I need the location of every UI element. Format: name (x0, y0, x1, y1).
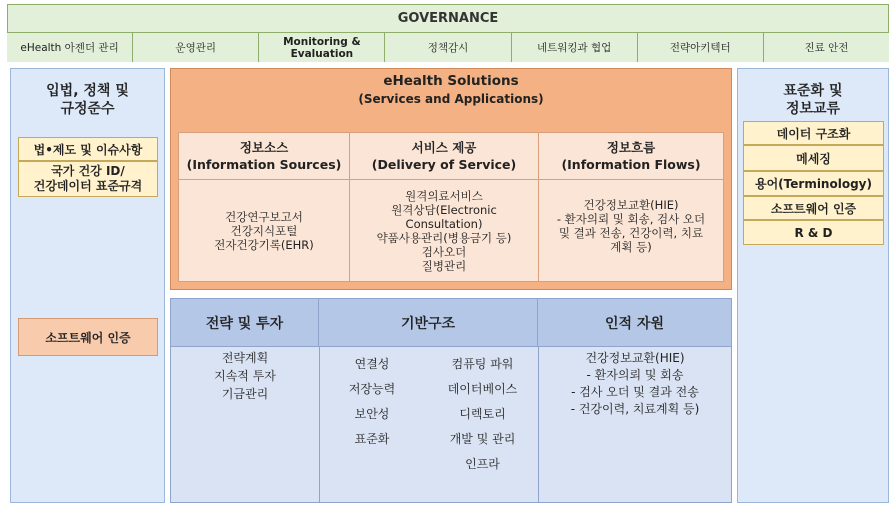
delivery-head-ko: 서비스 제공 (411, 140, 477, 155)
human-line: - 환자의뢰 및 회송 (586, 368, 684, 382)
delivery-of-service-header (350, 133, 538, 180)
governance-item-operations: 운영관리 (133, 32, 259, 62)
messaging-box: 메세징 (743, 145, 884, 171)
flow-line: 및 결과 전송, 건강이력, 치료 (558, 226, 704, 240)
national-health-id-box (18, 161, 158, 197)
governance-title: GOVERNANCE (397, 10, 499, 26)
strategy-investment-header: 전략 및 투자 (171, 299, 319, 347)
flow-line: - 환자의뢰 및 회송, 검사 오더 (556, 212, 706, 226)
foundation-item: 개발 및 관리 (449, 432, 516, 446)
governance-items (7, 32, 889, 62)
flow-line: 계획 등) (610, 240, 652, 254)
info-sources-head-en: (Information Sources) (186, 157, 342, 172)
info-sources-head-ko: 정보소스 (239, 140, 289, 155)
foundation-header: 기반구조 (319, 299, 538, 347)
information-flows-body (539, 180, 723, 282)
delivery-line: 원격상담(Electronic (391, 203, 497, 217)
law-issues-box: 법•제도 및 이슈사항 (18, 137, 158, 161)
standardization-title (737, 80, 889, 120)
foundation-item: 인프라 (465, 457, 500, 471)
governance-item-architect: 전략아키텍터 (638, 32, 764, 62)
strategy-line: 전략계획 (221, 351, 269, 365)
delivery-line: 약품사용관리(병용금기 등) (376, 231, 512, 245)
legislation-title-line1: 입법, 정책 및 (46, 83, 129, 99)
foundation-item: 데이터베이스 (447, 382, 518, 396)
delivery-head-en: (Delivery of Service) (371, 157, 517, 172)
governance-item-agenda: eHealth 아젠더 관리 (7, 32, 133, 62)
governance-item-policy: 정책감시 (385, 32, 511, 62)
foundation-right-body (425, 352, 540, 477)
data-structuring-box: 데이터 구조화 (743, 121, 884, 145)
infra-divider (319, 347, 320, 502)
info-source-line: 전자건강기록(EHR) (214, 238, 314, 252)
rnd-box: R & D (743, 220, 884, 245)
flow-line: 건강정보교환(HIE) (583, 198, 679, 212)
right-software-cert-box: 소프트웨어 인증 (743, 196, 884, 220)
human-resources-header: 인적 자원 (538, 299, 731, 347)
information-flows-header (539, 133, 723, 180)
ehealth-solutions-title (170, 70, 732, 110)
governance-item-safety: 진료 안전 (764, 32, 889, 62)
info-source-line: 건강지식포털 (230, 224, 298, 238)
foundation-left-body (322, 352, 422, 452)
information-sources-column (179, 133, 350, 281)
delivery-line: 검사오더 (421, 245, 467, 259)
governance-item-networking: 네트워킹과 협업 (512, 32, 638, 62)
human-line: - 검사 오더 및 결과 전송 (571, 385, 699, 399)
legislation-title (10, 80, 165, 120)
information-sources-header (179, 133, 349, 180)
delivery-line: 질병관리 (421, 259, 467, 273)
national-health-id-line1: 국가 건강 ID/ (51, 164, 125, 178)
national-health-id-line2: 건강데이터 표준규격 (33, 179, 143, 193)
terminology-box: 용어(Terminology) (743, 171, 884, 196)
foundation-item: 컴퓨팅 파워 (451, 357, 514, 371)
flows-head-ko: 정보흐름 (606, 140, 656, 155)
legislation-title-line2: 규정준수 (60, 101, 115, 117)
foundation-item: 디렉토리 (459, 407, 506, 421)
foundation-item: 저장능력 (348, 382, 396, 396)
solutions-title-line2: (Services and Applications) (358, 92, 544, 106)
strategy-line: 기금관리 (221, 387, 269, 401)
solutions-title-line1: eHealth Solutions (383, 73, 519, 89)
strategy-line: 지속적 투자 (214, 369, 276, 383)
standardization-title-line1: 표준화 및 (783, 83, 843, 99)
delivery-of-service-body (350, 180, 538, 282)
solutions-inner-table (178, 132, 724, 282)
foundation-item: 연결성 (354, 357, 390, 371)
flows-head-en: (Information Flows) (561, 157, 701, 172)
delivery-of-service-column (350, 133, 539, 281)
governance-item-monitoring: Monitoring & Evaluation (259, 32, 385, 62)
human-line: - 건강이력, 치료계획 등) (570, 402, 700, 416)
strategy-body (171, 350, 319, 402)
human-resources-body (540, 350, 730, 418)
delivery-line: Consultation) (405, 217, 483, 231)
information-sources-body (179, 180, 349, 282)
foundation-item: 표준화 (354, 432, 390, 446)
human-line: 건강정보교환(HIE) (585, 351, 685, 365)
standardization-title-line2: 정보교류 (785, 101, 841, 117)
left-software-cert-box: 소프트웨어 인증 (18, 318, 158, 356)
foundation-item: 보안성 (354, 407, 390, 421)
information-flows-column (539, 133, 723, 281)
info-source-line: 건강연구보고서 (225, 210, 303, 224)
delivery-line: 원격의료서비스 (405, 189, 483, 203)
legislation-panel (10, 68, 165, 503)
